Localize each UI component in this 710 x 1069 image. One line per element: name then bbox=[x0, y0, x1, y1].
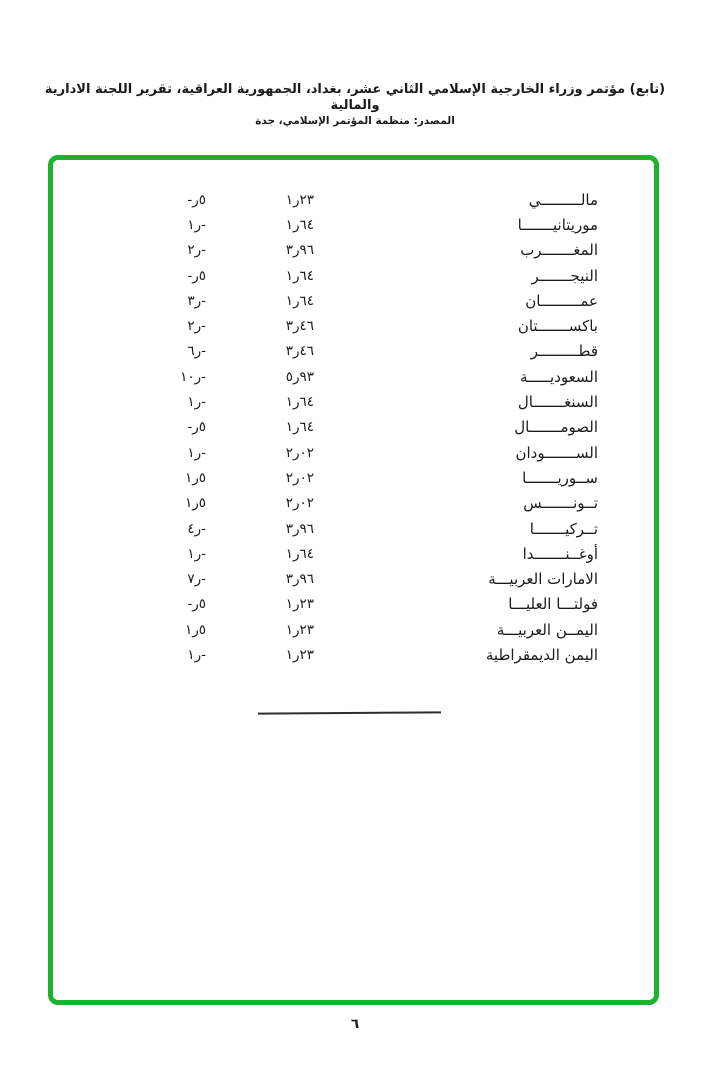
left-value-cell: ٣ر- bbox=[187, 292, 206, 309]
country-name-cell: الامارات العربيـــة bbox=[488, 570, 598, 589]
contributions-table bbox=[96, 187, 598, 668]
table-row bbox=[96, 440, 598, 465]
page-title: (تابع) مؤتمر وزراء الخارجية الإسلامي الثاني عشر، بغداد، الجمهورية العراقية، تقرير اللجنة الادارية والمالية bbox=[44, 82, 666, 113]
left-value-cell: ١ر- bbox=[187, 216, 206, 233]
middle-value-cell: ١ر٢٣ bbox=[285, 191, 314, 208]
left-value-cell: ٤ر- bbox=[187, 520, 206, 537]
table-row bbox=[96, 313, 598, 338]
highlight-frame bbox=[48, 155, 659, 1005]
country-name-cell: قطـــــــــر bbox=[530, 342, 598, 361]
left-value-cell: ٢ر- bbox=[187, 242, 206, 259]
left-value-cell: ١ر٥ bbox=[184, 495, 206, 512]
middle-value-cell: ١ر٦٤ bbox=[285, 545, 314, 562]
country-name-cell: تــركيـــــــا bbox=[529, 519, 598, 538]
middle-value-cell: ١ر٦٤ bbox=[285, 394, 314, 411]
left-value-cell: -ر٥ bbox=[187, 191, 206, 208]
table-row bbox=[96, 592, 598, 617]
country-name-cell: اليمــن العربيـــة bbox=[496, 620, 598, 639]
table-row bbox=[96, 389, 598, 414]
left-value-cell: ١ر٥ bbox=[184, 621, 206, 638]
middle-value-cell: ٥ر٩٣ bbox=[285, 368, 314, 385]
middle-value-cell: ٣ر٩٦ bbox=[285, 571, 314, 588]
left-value-cell: -ر٥ bbox=[187, 267, 206, 284]
table-row bbox=[96, 288, 598, 313]
left-value-cell: ١ر- bbox=[187, 545, 206, 562]
country-name-cell: عمـــــــــان bbox=[525, 291, 598, 310]
country-name-cell: مالـــــــــي bbox=[528, 190, 598, 209]
middle-value-cell: ٢ر٠٢ bbox=[285, 495, 314, 512]
country-name-cell: اليمن الديمقراطية bbox=[485, 645, 598, 664]
page-number: ٦ bbox=[350, 1016, 360, 1032]
country-name-cell: ســوريـــــــا bbox=[522, 468, 598, 487]
country-name-cell: السنغـــــــال bbox=[517, 393, 598, 412]
table-row bbox=[96, 364, 598, 389]
table-row bbox=[96, 642, 598, 667]
left-value-cell: ١ر- bbox=[187, 646, 206, 663]
middle-value-cell: ٣ر٤٦ bbox=[285, 343, 314, 360]
table-row bbox=[96, 187, 598, 212]
left-value-cell: ١ر- bbox=[187, 394, 206, 411]
table-row bbox=[96, 263, 598, 288]
middle-value-cell: ١ر٦٤ bbox=[285, 292, 314, 309]
country-name-cell: المغـــــــرب bbox=[520, 241, 598, 260]
country-name-cell: السعوديـــــة bbox=[520, 367, 598, 386]
country-name-cell: أوغــنـــــــدا bbox=[522, 544, 598, 563]
country-name-cell: تــونـــــــس bbox=[523, 494, 598, 513]
country-name-cell: فولتـــا العليـــا bbox=[508, 595, 598, 614]
middle-value-cell: ٣ر٤٦ bbox=[285, 318, 314, 335]
table-row bbox=[96, 212, 598, 237]
country-name-cell: النيجـــــــر bbox=[531, 266, 598, 285]
left-value-cell: -ر٥ bbox=[187, 419, 206, 436]
left-value-cell: ٦ر- bbox=[187, 343, 206, 360]
table-row bbox=[96, 238, 598, 263]
table-body bbox=[96, 187, 598, 668]
country-name-cell: الصومـــــــال bbox=[514, 418, 598, 437]
middle-value-cell: ١ر٢٣ bbox=[285, 596, 314, 613]
country-name-cell: الســـــــودان bbox=[515, 443, 598, 462]
table-row bbox=[96, 516, 598, 541]
left-value-cell: ١ر٥ bbox=[184, 469, 206, 486]
source-line: المصدر: منظمة المؤتمر الإسلامي، جدة bbox=[255, 115, 455, 127]
left-value-cell: -ر٥ bbox=[187, 596, 206, 613]
middle-value-cell: ٢ر٠٢ bbox=[285, 444, 314, 461]
middle-value-cell: ٢ر٠٢ bbox=[285, 469, 314, 486]
left-value-cell: ١ر- bbox=[187, 444, 206, 461]
table-row bbox=[96, 541, 598, 566]
table-row bbox=[96, 566, 598, 591]
middle-value-cell: ١ر٢٣ bbox=[285, 646, 314, 663]
left-value-cell: ١٠ر- bbox=[180, 368, 206, 385]
middle-value-cell: ١ر٦٤ bbox=[285, 267, 314, 284]
left-value-cell: ٢ر- bbox=[187, 318, 206, 335]
country-name-cell: باكســـــــتان bbox=[517, 317, 598, 336]
middle-value-cell: ٣ر٩٦ bbox=[285, 242, 314, 259]
table-row bbox=[96, 465, 598, 490]
country-name-cell: موريتانيـــــــا bbox=[517, 215, 598, 234]
middle-value-cell: ١ر٦٤ bbox=[285, 419, 314, 436]
middle-value-cell: ٣ر٩٦ bbox=[285, 520, 314, 537]
left-value-cell: ٧ر- bbox=[187, 571, 206, 588]
table-row bbox=[96, 415, 598, 440]
middle-value-cell: ١ر٦٤ bbox=[285, 216, 314, 233]
table-row bbox=[96, 339, 598, 364]
table-row bbox=[96, 491, 598, 516]
table-row bbox=[96, 617, 598, 642]
middle-value-cell: ١ر٢٣ bbox=[285, 621, 314, 638]
